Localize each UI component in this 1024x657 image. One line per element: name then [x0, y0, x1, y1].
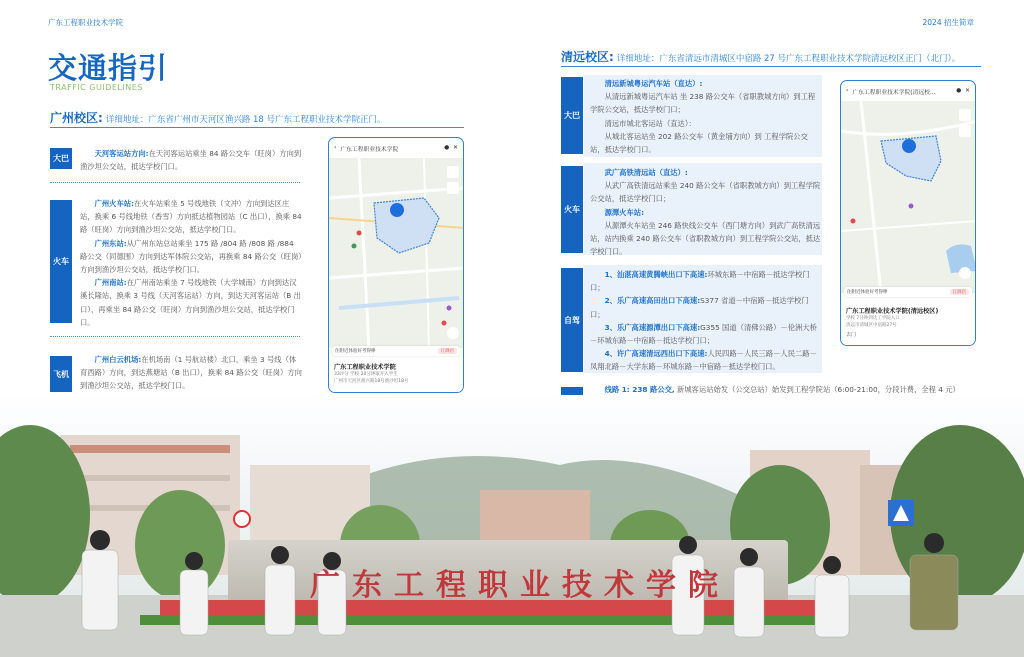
map-area[interactable] — [841, 101, 975, 293]
route-text: 从清远新城粤运汽车站 坐 238 路公交车（省职教城方向）到工程学院公交站，抵达学校门口； — [590, 92, 816, 115]
map-graphic — [841, 101, 976, 293]
route-text: 广州火车站:在火车站乘坐 5 号线地铁（文冲）方向到达区庄站，换乘 6 号线地铁（香雪）方向抵达植物园站（C 出口），换乘 84 路（旺岗）方向到渔沙坦公交站，抵达学校门口。 — [80, 199, 302, 235]
route-text: 从源潭火车站坐 246 路快线公交车（西门塘方向）到武广高铁清远站，站内换乘 240 路公交车（省职教城方向）到工程学院公交站，抵达学校门口。 — [590, 220, 821, 257]
promo-bar[interactable] — [844, 287, 972, 297]
place-card[interactable] — [329, 359, 463, 392]
promo-text: 住附近体验好考得棒 — [335, 349, 376, 354]
route-text: 源潭火车站: — [604, 207, 644, 217]
route-text: 天河客运站方向:在天河客运站乘坐 84 路公交车（旺岗）方向到渔沙坦公交站，抵达学校门口。 — [80, 149, 302, 172]
header-school: 广东工程职业技术学院 — [48, 18, 123, 27]
back-arrow-icon[interactable]: ‹ — [846, 88, 849, 94]
tag-drive: 自驾 — [561, 268, 583, 372]
guangzhou-campus-line — [50, 109, 386, 126]
qingyuan-campus-line — [561, 48, 960, 65]
map-topbar — [841, 81, 975, 101]
promo-button[interactable]: 订酒店 — [950, 289, 970, 295]
route-text: 广州白云机场:在机场南（1 号航站楼）北口，乘坐 3 号线（体育西路）方向，到达燕塘站（B 出口），换乘 84 路公交（旺岗）方向到渔沙坦公交站，抵达学校门口。 — [80, 355, 302, 391]
back-arrow-icon[interactable]: ‹ — [334, 145, 337, 151]
route-text: 清远市城北客运站（直达）： — [604, 118, 696, 128]
header-year: 2024 招生简章 — [922, 18, 974, 27]
route-text: 线路 1: 238 路公交, 新城客运站始发（公交总站）始发到工程学院站（6:00-21:00，分段计费，全程 4 元） — [604, 385, 960, 394]
close-icon[interactable]: ✕ — [965, 88, 970, 94]
qingyuan-campus-name: 清远校区: — [561, 50, 614, 64]
place-card[interactable] — [841, 303, 975, 345]
campus-photo — [0, 395, 1024, 657]
divider — [50, 127, 464, 128]
route-text: 3、乐广高速源潭出口下高速:G355 国道（清佛公路）－伦洲大桥－环城东路－中宿路－抵达学校门口； — [590, 322, 817, 346]
place-name: 广东工程职业技术学院(清远校区) — [846, 308, 939, 315]
tag-bus: 大巴 — [561, 77, 583, 154]
map-area[interactable] — [329, 158, 463, 348]
route-text: 从武广高铁清远站乘坐 240 路公交车（省职教城方向）到工程学院公交站，抵达学校门口； — [590, 181, 821, 204]
promo-bar[interactable] — [332, 346, 460, 356]
route-text: 广州南站:在广州南站乘坐 7 号线地铁（大学城南）方向到达汉溪长隆站，换乘 3 号线（天河客运站）方向，到达天河客运站（B 出口），再乘坐 84 路公交（旺岗）方向到渔沙坦公交站，抵达学校门口。 — [80, 278, 301, 327]
route-text: 武广高铁清远站（直达）: — [604, 168, 688, 177]
close-icon[interactable]: ✕ — [453, 145, 458, 151]
map-graphic — [329, 158, 464, 348]
promo-button[interactable]: 订酒店 — [438, 348, 458, 354]
qingyuan-train-block — [590, 166, 822, 258]
guangzhou-map-screenshot — [328, 137, 464, 393]
qingyuan-drive-block — [590, 268, 822, 374]
tag-train: 火车 — [561, 166, 583, 253]
route-text: 1、汕湛高速黄腾峡出口下高速:环城东路－中宿路－抵达学校门口； — [590, 270, 810, 293]
dotted-divider — [50, 182, 300, 183]
place-name: 广东工程职业技术学院 — [334, 364, 396, 371]
map-title: 广东工程职业技术学院(清远校... — [852, 89, 936, 96]
route-text: 2、乐广高速高田出口下高速:S377 省道－中宿路－抵达学校门口； — [590, 296, 809, 319]
tag-train: 火车 — [50, 200, 72, 323]
microphone-icon[interactable]: ● — [444, 145, 450, 151]
page-title: 交通指引 — [48, 51, 169, 85]
route-text: 4、许广高速清远西出口下高速:人民四路－人民三路－人民二路－凤翔北路－大学东路－环城东路－中宿路－抵达学校门口。 — [590, 349, 817, 372]
divider — [561, 66, 981, 67]
route-text: 清远新城粤运汽车站（直达）: — [604, 79, 703, 88]
guangzhou-train-block — [80, 197, 302, 329]
promo-text: 住附近体验好考得棒 — [847, 290, 888, 295]
tag-plane: 飞机 — [50, 356, 72, 392]
map-title: 广东工程职业技术学院 — [340, 146, 399, 153]
qingyuan-map-screenshot — [840, 80, 976, 346]
dotted-divider — [50, 336, 300, 337]
campus-photo-graphic — [0, 395, 1024, 657]
map-topbar — [329, 138, 463, 158]
route-text: 广州东站:从广州东站总站乘坐 175 路 /804 路 /808 路 /884 路公交（同德围）方向到达军体院公交站，再换乘 84 路公交（旺岗）方向到渔沙坦公交站，抵达学校门口。 — [80, 238, 302, 275]
place-address: 广州市天河区渔兴路18号渔沙坦18号 — [334, 379, 409, 384]
navigate-button[interactable]: 去门 — [846, 332, 857, 338]
guangzhou-bus-block — [80, 147, 302, 173]
guangzhou-campus-name: 广州校区: — [50, 111, 103, 125]
guangzhou-address: 详细地址：广东省广州市天河区渔兴路 18 号广东工程职业技术学院正门。 — [105, 115, 386, 125]
place-meta: 33评分 学校 20分钟取开入学生 — [334, 372, 398, 377]
campus-sign-text: 广东工程职业技术学院 — [310, 568, 730, 603]
qingyuan-bus-block — [590, 77, 822, 156]
qingyuan-address: 详细地址：广东省清远市清城区中宿路 27 号广东工程职业技术学院清远校区正门（北门）。 — [616, 54, 961, 64]
tag-bus: 大巴 — [50, 148, 72, 169]
microphone-icon[interactable]: ● — [956, 88, 962, 94]
route-text: 从城北客运站坐 202 路公交车（黄金埔方向）到 工程学院公交站，抵达学校门口。 — [590, 131, 808, 155]
place-address: 清远市清城区中宿路27号 — [846, 323, 897, 328]
place-meta: 学校 7分钟到达工学院入口 — [846, 316, 900, 321]
guangzhou-plane-block — [80, 353, 302, 393]
page-subtitle: TRAFFIC GUIDELINES — [50, 83, 143, 92]
